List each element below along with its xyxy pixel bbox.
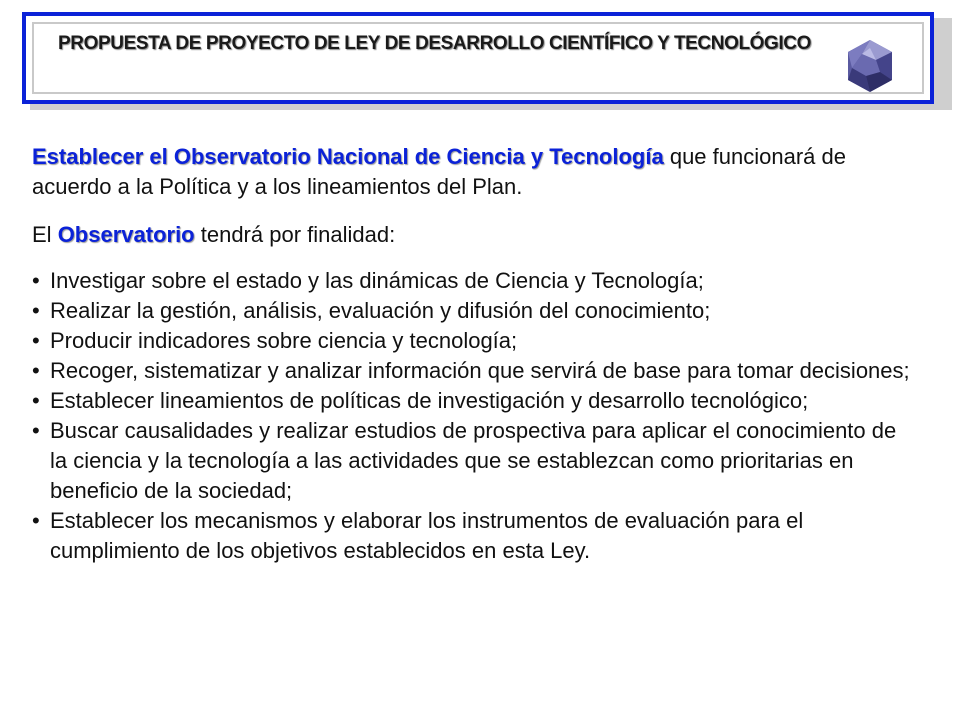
observatorio-prefix: El — [32, 222, 58, 247]
observatorio-highlight: Observatorio — [57, 222, 195, 247]
list-item: • Establecer los mecanismos y elaborar los instrumentos de evaluación para el cumplimiento de los objetivos establecidos en esta Ley. — [32, 506, 912, 566]
intro-text: que funcionará de acuerdo a la Política y a los lineamientos del Plan. — [32, 144, 846, 199]
list-item: • Producir indicadores sobre ciencia y tecnología; — [32, 326, 912, 356]
title-banner — [22, 12, 934, 104]
list-item: • Establecer lineamientos de políticas de investigación y desarrollo tecnológico; — [32, 386, 912, 416]
gem-icon — [846, 38, 894, 94]
page-title: PROPUESTA DE PROYECTO DE LEY DE DESARROLLO CIENTÍFICO Y TECNOLÓGICO — [58, 33, 811, 54]
list-item: • Recoger, sistematizar y analizar información que servirá de base para tomar decisiones; — [32, 356, 912, 386]
intro-paragraph — [32, 142, 912, 202]
objectives-list — [32, 266, 912, 566]
main-content — [32, 142, 912, 566]
list-item: • Realizar la gestión, análisis, evaluación y difusión del conocimiento; — [32, 296, 912, 326]
observatorio-paragraph — [32, 220, 912, 250]
list-item: • Investigar sobre el estado y las dinámicas de Ciencia y Tecnología; — [32, 266, 912, 296]
intro-highlight: Establecer el Observatorio Nacional de Ciencia y Tecnología — [32, 144, 664, 169]
list-item: • Buscar causalidades y realizar estudios de prospectiva para aplicar el conocimiento de la ciencia y la tecnología a las actividades que se establezcan como prioritarias en beneficio de la sociedad; — [32, 416, 912, 506]
observatorio-text: tendrá por finalidad: — [194, 222, 396, 247]
